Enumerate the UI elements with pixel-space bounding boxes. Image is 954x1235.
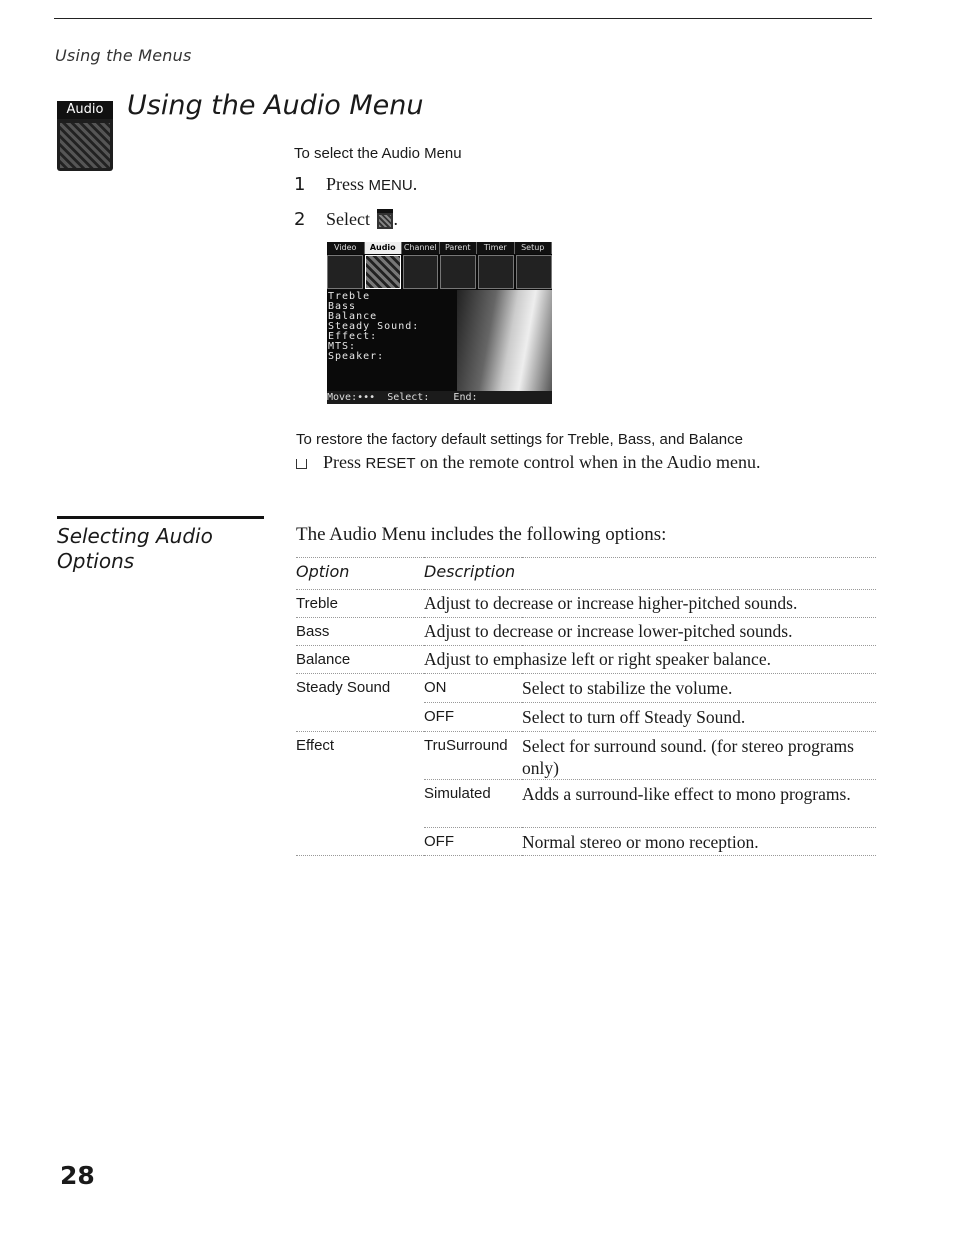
- audio-inline-icon: [377, 209, 393, 229]
- running-head: Using the Menus: [55, 46, 192, 65]
- option-description: Adjust to emphasize left or right speaker balance.: [424, 649, 771, 669]
- parent-icon: [440, 255, 476, 289]
- option-description: Adjust to decrease or increase lower-pitched sounds.: [424, 621, 793, 641]
- step-number: 1: [294, 174, 306, 195]
- tv-menu-footer: Move:••• Select: End:: [327, 391, 552, 404]
- option-name: Steady Sound: [296, 679, 391, 696]
- step-2: [294, 209, 398, 230]
- restore-text-after: on the remote control when in the Audio menu.: [415, 452, 761, 472]
- tv-tab-video: Video: [327, 242, 365, 254]
- video-icon: [327, 255, 363, 289]
- timer-icon: [478, 255, 514, 289]
- sub-option-name: TruSurround: [424, 737, 508, 754]
- checkbox-bullet-icon: [296, 459, 307, 469]
- sub-option-description: Select to turn off Steady Sound.: [522, 707, 746, 727]
- tv-item-speaker: Speaker:: [328, 351, 385, 362]
- step-suffix: .: [393, 209, 398, 229]
- header-description: Description: [424, 562, 516, 581]
- option-name: Effect: [296, 737, 335, 754]
- section-title: Selecting Audio Options: [57, 524, 213, 573]
- option-name: Bass: [296, 623, 330, 640]
- tv-menu-items: [328, 292, 419, 362]
- menu-key: MENU: [368, 177, 413, 194]
- section-rule: [57, 516, 264, 519]
- sub-option-name: OFF: [424, 708, 454, 725]
- setup-icon: [516, 255, 552, 289]
- option-name: Balance: [296, 651, 351, 668]
- step-suffix: .: [412, 174, 418, 194]
- section-intro: The Audio Menu includes the following options:: [296, 524, 667, 545]
- tv-item-effect: Effect:: [328, 331, 378, 342]
- tv-tab-setup: Setup: [515, 242, 553, 254]
- header-option: Option: [296, 562, 350, 581]
- restore-instruction: [296, 452, 760, 473]
- page-number: 28: [60, 1161, 95, 1190]
- sub-option-description: Normal stereo or mono reception.: [522, 832, 759, 852]
- select-heading: To select the Audio Menu: [294, 145, 462, 162]
- audio-menu-icon: [57, 101, 113, 171]
- table-row: [296, 732, 876, 780]
- audio-badge-label: Audio: [57, 101, 113, 119]
- tv-tab-audio: Audio: [365, 242, 403, 254]
- tv-item-mts: MTS:: [328, 341, 357, 352]
- sub-option-name: OFF: [424, 833, 454, 850]
- top-rule: [54, 18, 872, 19]
- tv-item-steady-sound: Steady Sound:: [328, 321, 420, 332]
- sub-option-description: Adds a surround-like effect to mono programs.: [522, 784, 851, 804]
- tv-tab-timer: Timer: [477, 242, 515, 254]
- tv-item-balance: Balance: [328, 311, 378, 322]
- option-description: Adjust to decrease or increase higher-pitched sounds.: [424, 593, 798, 613]
- tv-item-treble: Treble: [328, 291, 371, 302]
- tv-tab-parent: Parent: [440, 242, 478, 254]
- tv-menu-tabs: [327, 242, 552, 254]
- step-text: Press: [326, 174, 369, 194]
- audio-icon: [365, 255, 401, 289]
- table-row: [296, 646, 876, 674]
- audio-notes-icon: [60, 123, 110, 168]
- sub-option-description: Select for surround sound. (for stereo programs only): [522, 736, 854, 778]
- table-row: [296, 674, 876, 703]
- tv-menu-icons: [327, 255, 552, 289]
- channel-icon: [403, 255, 439, 289]
- sub-option-name: ON: [424, 679, 447, 696]
- audio-options-table: [296, 557, 876, 856]
- option-name: Treble: [296, 595, 338, 612]
- tv-item-bass: Bass: [328, 301, 357, 312]
- sub-option-description: Select to stabilize the volume.: [522, 678, 733, 698]
- table-header-row: [296, 558, 876, 590]
- step-1: [294, 174, 417, 195]
- reset-key: RESET: [365, 455, 416, 472]
- table-row: [296, 618, 876, 646]
- tv-background-photo: [457, 290, 552, 392]
- step-text: Select: [326, 209, 375, 229]
- tv-tab-channel: Channel: [402, 242, 440, 254]
- table-row: [296, 590, 876, 618]
- sub-option-name: Simulated: [424, 785, 491, 802]
- page-title: Using the Audio Menu: [127, 90, 424, 121]
- restore-heading: To restore the factory default settings for Treble, Bass, and Balance: [296, 431, 743, 448]
- tv-menu-screenshot: [327, 242, 552, 404]
- restore-text-before: Press: [323, 452, 366, 472]
- step-number: 2: [294, 209, 306, 230]
